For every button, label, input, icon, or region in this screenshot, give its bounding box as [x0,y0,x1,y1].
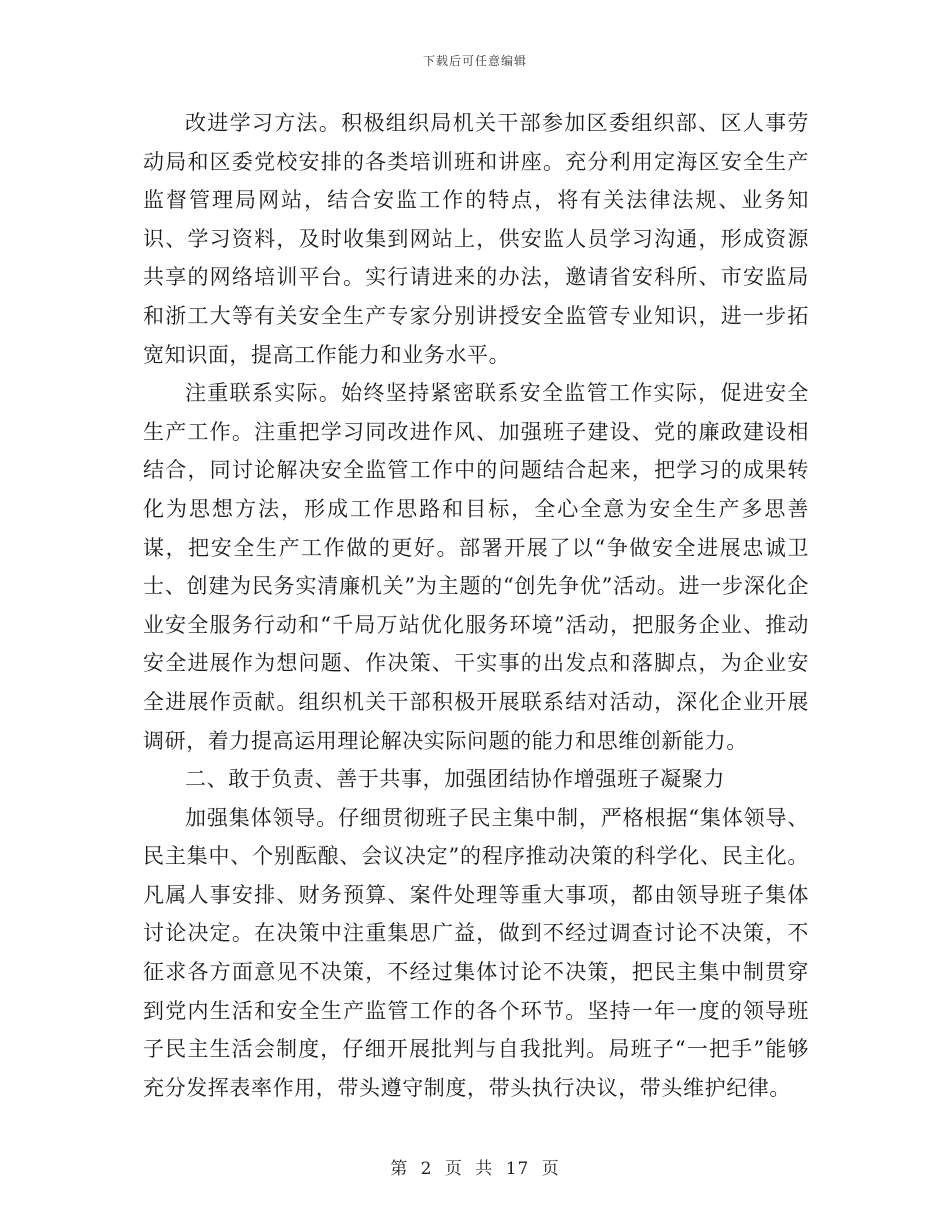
page-header: 下载后可任意编辑 [422,54,527,68]
section-heading-teamwork: 二、敢于负责、善于共事，加强团结协作增强班子凝聚力 [185,767,725,792]
paragraph-practical-connection: 注重联系实际。始终坚持紧密联系安全监管工作实际，促进安全生产工作。注重把学习同改进作风、加强班子建设、党的廉政建设相结合，同讨论解决安全监管工作中的问题结合起来，把学习的成果转化为思想方法，形成工作思路和目标，全心全意为安全生产多思善谋，把安全生产工作做的更好。部署开展了以“争做安全进展忠诚卫士、创建为民务实清廉机关”为主题的“创先争优”活动。进一步深化企业安全服务行动和“千局万站优化服务环境”活动，把服务企业、推动安全进展作为想问题、作决策、干实事的出发点和落脚点，为企业安全进展作贡献。组织机关干部积极开展联系结对活动，深化企业开展调研，着力提高运用理论解决实际问题的能力和思维创新能力。 [143,381,809,753]
page-number-footer: 第 2 页 共 17 页 [390,1159,560,1179]
paragraph-study-methods: 改进学习方法。积极组织局机关干部参加区委组织部、区人事劳动局和区委党校安排的各类培训班和讲座。充分利用定海区安全生产监督管理局网站，结合安监工作的特点，将有关法律法规、业务知识、学习资料，及时收集到网站上，供安监人员学习沟通，形成资源共享的网络培训平台。实行请进来的办法，邀请省安科所、市安监局和浙工大等有关安全生产专家分别讲授安全监管专业知识，进一步拓宽知识面，提高工作能力和业务水平。 [143,111,809,367]
document-body [143,104,809,1107]
paragraph-collective-leadership: 加强集体领导。仔细贯彻班子民主集中制，严格根据“集体领导、民主集中、个别酝酿、会议决定”的程序推动决策的科学化、民主化。凡属人事安排、财务预算、案件处理等重大事项，都由领导班子集体讨论决定。在决策中注重集思广益，做到不经过调查讨论不决策，不征求各方面意见不决策，不经过集体讨论不决策，把民主集中制贯穿到党内生活和安全生产监管工作的各个环节。坚持一年一度的领导班子民主生活会制度，仔细开展批判与自我批判。局班子“一把手”能够充分发挥表率作用，带头遵守制度，带头执行决议，带头维护纪律。 [143,805,809,1100]
